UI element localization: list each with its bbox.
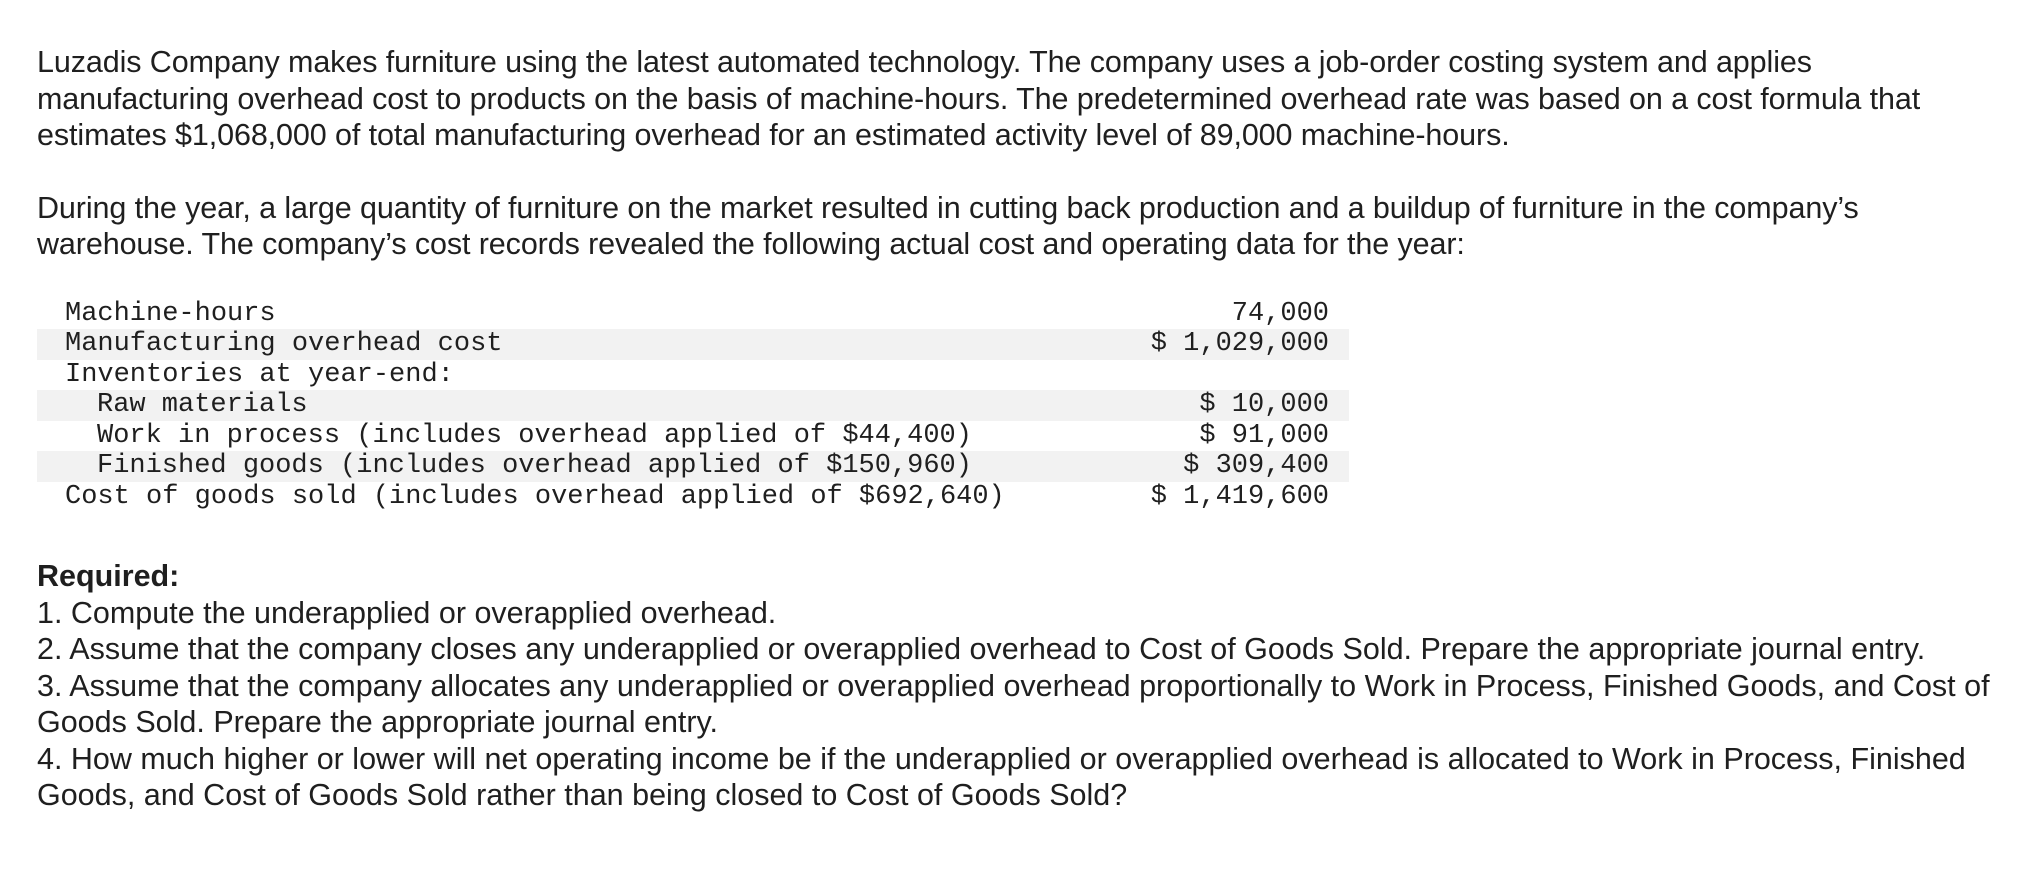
table-row [37, 390, 1349, 421]
table-row [37, 360, 1349, 391]
row-label: Manufacturing overhead cost [37, 329, 1097, 360]
requirement-item: 3. Assume that the company allocates any underapplied or overapplied overhead proportionally to Work in Process, Finished Goods, and Cost of Goods Sold. Prepare the appropriate journal entry. [37, 668, 1990, 739]
table-row [37, 421, 1349, 452]
problem-document [37, 44, 1997, 814]
row-value: $ 91,000 [1199, 420, 1329, 451]
row-label: Cost of goods sold (includes overhead applied of $692,640) [65, 481, 1005, 512]
intro-paragraph: Luzadis Company makes furniture using the latest automated technology. The company uses a job-order costing system and applies manufacturing overhead cost to products on the basis of machine-hours. The predetermined overhead rate was based on a cost formula that estimates $1,068,000 of total manufacturing overhead for an estimated activity level of 89,000 machine-hours. [37, 45, 1921, 152]
row-value: $ 10,000 [1097, 390, 1349, 421]
requirement-item: 2. Assume that the company closes any underapplied or overapplied overhead to Cost of Goods Sold. Prepare the appropriate journal entry. [37, 632, 1926, 666]
required-section [37, 558, 1997, 814]
row-value: $ 1,029,000 [1097, 329, 1349, 360]
table-row [37, 299, 1349, 330]
row-label: Raw materials [37, 390, 1097, 421]
row-label: Inventories at year-end: [65, 359, 454, 390]
table-row [37, 451, 1349, 482]
row-value: $ 309,400 [1097, 451, 1349, 482]
row-value: $ 1,419,600 [1150, 481, 1329, 512]
row-label: Machine-hours [65, 298, 276, 329]
table-row [37, 329, 1349, 360]
row-value: 74,000 [1231, 298, 1329, 329]
required-heading: Required: [37, 559, 180, 593]
table-row [37, 482, 1349, 513]
cost-data-table [37, 299, 1349, 513]
requirement-item: 1. Compute the underapplied or overapplied overhead. [37, 595, 777, 630]
requirement-item: 4. How much higher or lower will net operating income be if the underapplied or overapplied overhead is allocated to Work in Process, Finished Goods, and Cost of Goods Sold rather than being closed to Cost of Goods Sold? [37, 741, 1966, 812]
row-label: Finished goods (includes overhead applied of $150,960) [37, 451, 1097, 482]
row-label: Work in process (includes overhead applied of $44,400) [97, 420, 972, 451]
context-paragraph: During the year, a large quantity of furniture on the market resulted in cutting back production and a buildup of furniture in the company’s warehouse. The company’s cost records revealed the following actual cost and operating data for the year: [37, 190, 1859, 261]
row-value [1097, 360, 1349, 391]
